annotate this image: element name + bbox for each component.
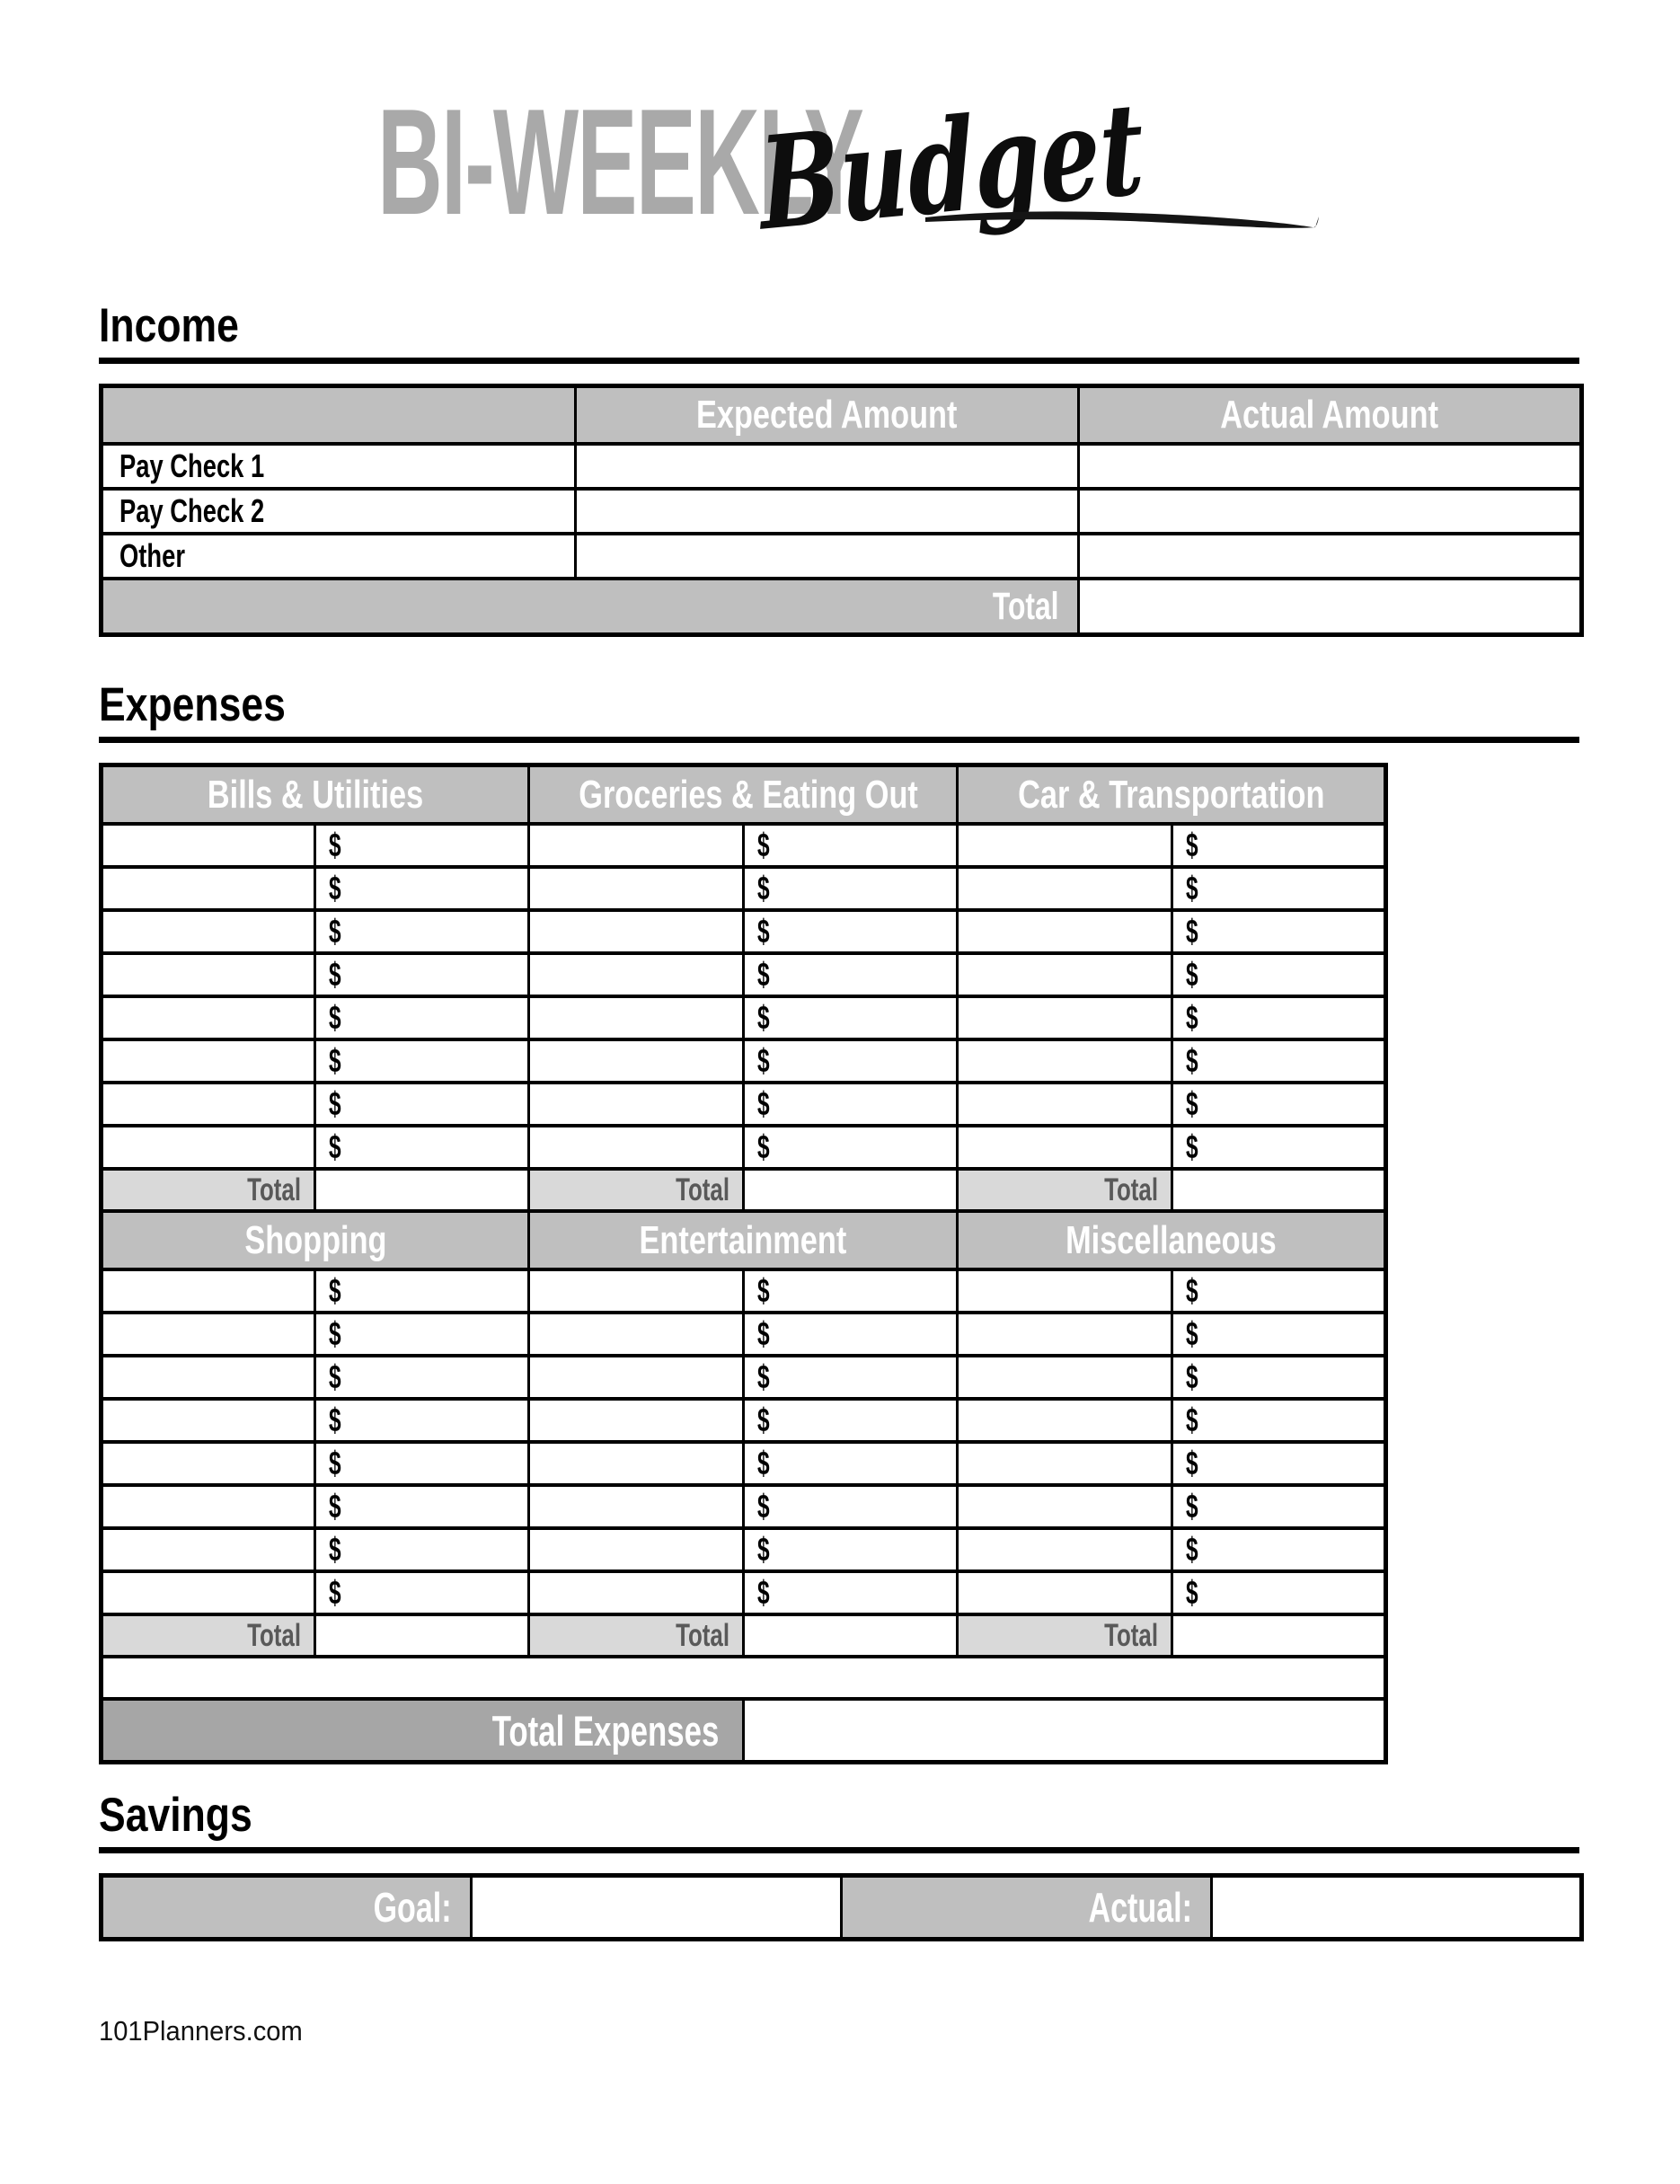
expense-description-input[interactable] [102,996,315,1039]
expense-amount-input[interactable] [744,1356,958,1399]
expense-description-input[interactable] [529,867,744,910]
currency-symbol: $ [329,1042,341,1079]
expense-group-title: Groceries & Eating Out [579,772,918,817]
expense-description-input[interactable] [529,1485,744,1528]
currency-symbol: $ [757,1445,770,1481]
expense-description-input[interactable] [102,910,315,953]
expense-amount-input[interactable] [315,867,529,910]
expense-amount-input[interactable] [744,1269,958,1313]
group-total-value-input[interactable] [744,1169,958,1211]
savings-goal-label: Goal: [374,1884,452,1931]
savings-row [102,1876,1582,1940]
expense-amount-input[interactable] [1172,996,1386,1039]
currency-symbol: $ [1186,1128,1198,1165]
expense-group-title: Bills & Utilities [207,772,424,817]
expenses-spacer-input[interactable] [102,1657,1386,1699]
expense-description-input[interactable] [102,1485,315,1528]
expense-amount-input[interactable] [315,910,529,953]
income-header-actual-label: Actual Amount [1220,393,1439,437]
income-actual-input[interactable] [1079,489,1582,534]
expense-description-input[interactable] [529,1126,744,1169]
expense-description-input[interactable] [958,1528,1172,1571]
group-total-label-cell [102,1169,315,1211]
expense-description-input[interactable] [529,1356,744,1399]
income-total-value-input[interactable] [1079,579,1582,635]
expense-amount-input[interactable] [1172,1313,1386,1356]
currency-symbol: $ [329,870,341,906]
expense-row [102,824,1386,867]
currency-symbol: $ [1186,1488,1198,1525]
group-total-label-cell [102,1614,315,1657]
expense-amount-input[interactable] [744,910,958,953]
expense-amount-input[interactable] [315,1528,529,1571]
expense-amount-input[interactable] [744,996,958,1039]
expense-amount-input[interactable] [1172,1571,1386,1614]
group-total-label-cell [958,1614,1172,1657]
savings-actual-label: Actual: [1088,1884,1192,1931]
income-heading [99,299,1579,352]
expense-row [102,1269,1386,1313]
expenses-heading-text: Expenses [99,678,286,731]
expense-group-header-cell [958,1211,1386,1269]
group-total-label-cell [958,1169,1172,1211]
income-row-label: Pay Check 2 [119,492,265,529]
savings-heading-text: Savings [99,1789,252,1842]
currency-symbol: $ [329,1358,341,1395]
currency-symbol: $ [757,913,770,950]
expense-group-title: Entertainment [639,1217,847,1262]
expense-group-header-cell [102,1211,529,1269]
savings-table [99,1873,1584,1941]
currency-symbol: $ [757,1042,770,1079]
title-budget-script: Budget [756,74,1147,260]
currency-symbol: $ [329,1085,341,1122]
expense-description-input[interactable] [529,1528,744,1571]
expense-description-input[interactable] [958,867,1172,910]
expense-description-input[interactable] [958,1485,1172,1528]
expense-row [102,996,1386,1039]
expense-description-input[interactable] [529,1571,744,1614]
expense-amount-input[interactable] [744,1039,958,1083]
expense-description-input[interactable] [529,1313,744,1356]
expense-amount-input[interactable] [315,1313,529,1356]
currency-symbol: $ [757,1085,770,1122]
expense-description-input[interactable] [529,1399,744,1442]
expense-amount-input[interactable] [1172,1442,1386,1485]
total-expenses-label: Total Expenses [491,1706,720,1755]
expense-description-input[interactable] [102,1269,315,1313]
expense-amount-input[interactable] [1172,1485,1386,1528]
expense-description-input[interactable] [958,1083,1172,1126]
currency-symbol: $ [1186,1531,1198,1568]
expense-group-title: Miscellaneous [1065,1217,1277,1262]
income-row [102,489,1582,534]
expense-group-header-cell [958,765,1386,825]
total-expenses-row [102,1699,1386,1763]
expense-group-total-row [102,1169,1386,1211]
expense-group-header-cell [529,1211,958,1269]
expense-description-input[interactable] [958,1571,1172,1614]
income-expected-input[interactable] [576,534,1079,579]
expense-row [102,1039,1386,1083]
income-row-label-cell [102,534,576,579]
expense-description-input[interactable] [102,1356,315,1399]
expense-description-input[interactable] [958,1039,1172,1083]
income-total-row [102,579,1582,635]
expense-row [102,1356,1386,1399]
expense-amount-input[interactable] [1172,910,1386,953]
expense-amount-input[interactable] [744,1083,958,1126]
expense-description-input[interactable] [102,1126,315,1169]
income-header-expected-label: Expected Amount [696,393,958,437]
expense-amount-input[interactable] [744,1571,958,1614]
expense-amount-input[interactable] [1172,1083,1386,1126]
expense-description-input[interactable] [958,1356,1172,1399]
expense-row [102,1528,1386,1571]
expense-amount-input[interactable] [315,1399,529,1442]
currency-symbol: $ [1186,870,1198,906]
expense-group-title: Shopping [243,1217,387,1262]
expense-amount-input[interactable] [744,1528,958,1571]
expense-amount-input[interactable] [744,867,958,910]
expense-description-input[interactable] [529,1442,744,1485]
group-total-label: Total [247,1617,301,1653]
income-total-label: Total [993,584,1059,628]
expense-description-input[interactable] [529,1039,744,1083]
expense-description-input[interactable] [958,910,1172,953]
expense-description-input[interactable] [958,996,1172,1039]
expense-group-title: Car & Transportation [1017,772,1325,817]
expense-row [102,1571,1386,1614]
expense-row [102,953,1386,996]
group-total-value-input[interactable] [315,1169,529,1211]
income-heading-text: Income [99,299,239,352]
expense-group-header-row [102,1211,1386,1269]
expense-description-input[interactable] [102,1399,315,1442]
expense-description-input[interactable] [102,1039,315,1083]
expense-description-input[interactable] [958,824,1172,867]
savings-actual-label-cell [842,1876,1212,1940]
currency-symbol: $ [329,1574,341,1611]
expense-description-input[interactable] [102,1528,315,1571]
currency-symbol: $ [329,1488,341,1525]
expense-row [102,1485,1386,1528]
income-header-actual-cell [1079,386,1582,445]
expenses-heading [99,678,1579,731]
expense-description-input[interactable] [958,1313,1172,1356]
expense-amount-input[interactable] [1172,1528,1386,1571]
expense-amount-input[interactable] [1172,867,1386,910]
income-section [99,299,1579,637]
expense-row [102,1399,1386,1442]
income-row-label-cell [102,489,576,534]
expense-amount-input[interactable] [315,1485,529,1528]
savings-goal-label-cell [102,1876,472,1940]
expense-amount-input[interactable] [315,1269,529,1313]
expense-description-input[interactable] [529,953,744,996]
currency-symbol: $ [757,956,770,993]
expenses-spacer-row [102,1657,1386,1699]
currency-symbol: $ [329,913,341,950]
savings-heading-rule [99,1847,1579,1853]
group-total-value-input[interactable] [315,1614,529,1657]
expense-description-input[interactable] [102,953,315,996]
expense-description-input[interactable] [529,1269,744,1313]
currency-symbol: $ [1186,956,1198,993]
group-total-label: Total [1104,1172,1159,1207]
expense-amount-input[interactable] [1172,1126,1386,1169]
currency-symbol: $ [1186,1358,1198,1395]
savings-section [99,1791,1579,1941]
currency-symbol: $ [1186,1574,1198,1611]
group-total-label-cell [529,1169,744,1211]
expense-amount-input[interactable] [315,1356,529,1399]
expense-row [102,910,1386,953]
group-total-label: Total [1104,1617,1159,1653]
title-underline-flourish [924,203,1319,239]
income-row-label-cell [102,444,576,489]
group-total-label-cell [529,1614,744,1657]
income-expected-input[interactable] [576,489,1079,534]
income-table [99,384,1584,637]
currency-symbol: $ [329,1531,341,1568]
currency-symbol: $ [329,1401,341,1438]
expense-row [102,1442,1386,1485]
currency-symbol: $ [757,1531,770,1568]
expense-description-input[interactable] [102,1571,315,1614]
total-expenses-value-input[interactable] [744,1699,1386,1763]
expense-amount-input[interactable] [744,1313,958,1356]
income-row-label: Other [119,537,185,574]
income-heading-rule [99,358,1579,364]
group-total-label: Total [676,1617,730,1653]
group-total-value-input[interactable] [1172,1614,1386,1657]
expense-amount-input[interactable] [744,1399,958,1442]
expense-amount-input[interactable] [1172,1269,1386,1313]
income-actual-input[interactable] [1079,444,1582,489]
expense-amount-input[interactable] [1172,824,1386,867]
group-total-label: Total [247,1172,301,1207]
expense-description-input[interactable] [529,996,744,1039]
expense-description-input[interactable] [102,1313,315,1356]
income-header-blank-cell [102,386,576,445]
income-row [102,534,1582,579]
expense-description-input[interactable] [102,1083,315,1126]
group-total-label: Total [676,1172,730,1207]
expense-row [102,1313,1386,1356]
currency-symbol: $ [1186,1085,1198,1122]
expense-row [102,1083,1386,1126]
expense-amount-input[interactable] [315,1571,529,1614]
group-total-value-input[interactable] [744,1614,958,1657]
currency-symbol: $ [757,1272,770,1309]
expense-amount-input[interactable] [315,996,529,1039]
currency-symbol: $ [329,956,341,993]
expense-description-input[interactable] [958,1442,1172,1485]
expense-description-input[interactable] [958,1399,1172,1442]
income-header-row [102,386,1582,445]
expense-amount-input[interactable] [744,953,958,996]
expense-amount-input[interactable] [315,1442,529,1485]
group-total-value-input[interactable] [1172,1169,1386,1211]
total-expenses-label-cell [102,1699,744,1763]
expense-description-input[interactable] [529,910,744,953]
currency-symbol: $ [757,999,770,1036]
expense-group-header-cell [102,765,529,825]
expense-amount-input[interactable] [744,1442,958,1485]
expense-amount-input[interactable] [315,1039,529,1083]
expense-amount-input[interactable] [315,953,529,996]
currency-symbol: $ [1186,1315,1198,1352]
expense-description-input[interactable] [102,824,315,867]
currency-symbol: $ [757,1315,770,1352]
expense-amount-input[interactable] [744,824,958,867]
currency-symbol: $ [329,827,341,863]
currency-symbol: $ [757,870,770,906]
expense-amount-input[interactable] [744,1126,958,1169]
expenses-heading-rule [99,737,1579,743]
income-header-expected-cell [576,386,1079,445]
income-total-label-cell [102,579,1079,635]
expense-group-header-row [102,765,1386,825]
currency-symbol: $ [1186,1042,1198,1079]
expenses-section [99,678,1579,1764]
income-row [102,444,1582,489]
currency-symbol: $ [1186,999,1198,1036]
currency-symbol: $ [1186,827,1198,863]
currency-symbol: $ [757,1488,770,1525]
expense-amount-input[interactable] [1172,1356,1386,1399]
title-biweekly: BI-WEEKLY [377,77,863,246]
expense-description-input[interactable] [958,1126,1172,1169]
expense-group-header-cell [529,765,958,825]
expense-amount-input[interactable] [744,1485,958,1528]
expense-amount-input[interactable] [315,824,529,867]
expense-description-input[interactable] [958,953,1172,996]
savings-goal-input[interactable] [472,1876,842,1940]
currency-symbol: $ [1186,1401,1198,1438]
currency-symbol: $ [329,1445,341,1481]
currency-symbol: $ [329,999,341,1036]
currency-symbol: $ [329,1128,341,1165]
currency-symbol: $ [329,1315,341,1352]
expense-row [102,867,1386,910]
expense-description-input[interactable] [529,824,744,867]
expense-description-input[interactable] [102,867,315,910]
expense-group-total-row [102,1614,1386,1657]
currency-symbol: $ [1186,1272,1198,1309]
currency-symbol: $ [757,1574,770,1611]
expense-row [102,1126,1386,1169]
currency-symbol: $ [757,1358,770,1395]
savings-heading [99,1789,1579,1842]
expense-amount-input[interactable] [1172,1039,1386,1083]
currency-symbol: $ [1186,1445,1198,1481]
income-actual-input[interactable] [1079,534,1582,579]
expense-amount-input[interactable] [315,1083,529,1126]
currency-symbol: $ [329,1272,341,1309]
currency-symbol: $ [1186,913,1198,950]
expense-description-input[interactable] [102,1442,315,1485]
savings-actual-input[interactable] [1212,1876,1582,1940]
expense-description-input[interactable] [529,1083,744,1126]
currency-symbol: $ [757,1128,770,1165]
expense-description-input[interactable] [958,1269,1172,1313]
currency-symbol: $ [757,1401,770,1438]
income-expected-input[interactable] [576,444,1079,489]
expense-amount-input[interactable] [315,1126,529,1169]
expense-amount-input[interactable] [1172,1399,1386,1442]
footer-site-link[interactable]: 101Planners.com [99,2015,303,2047]
currency-symbol: $ [757,827,770,863]
expenses-table [99,763,1388,1764]
expense-amount-input[interactable] [1172,953,1386,996]
income-row-label: Pay Check 1 [119,447,265,484]
